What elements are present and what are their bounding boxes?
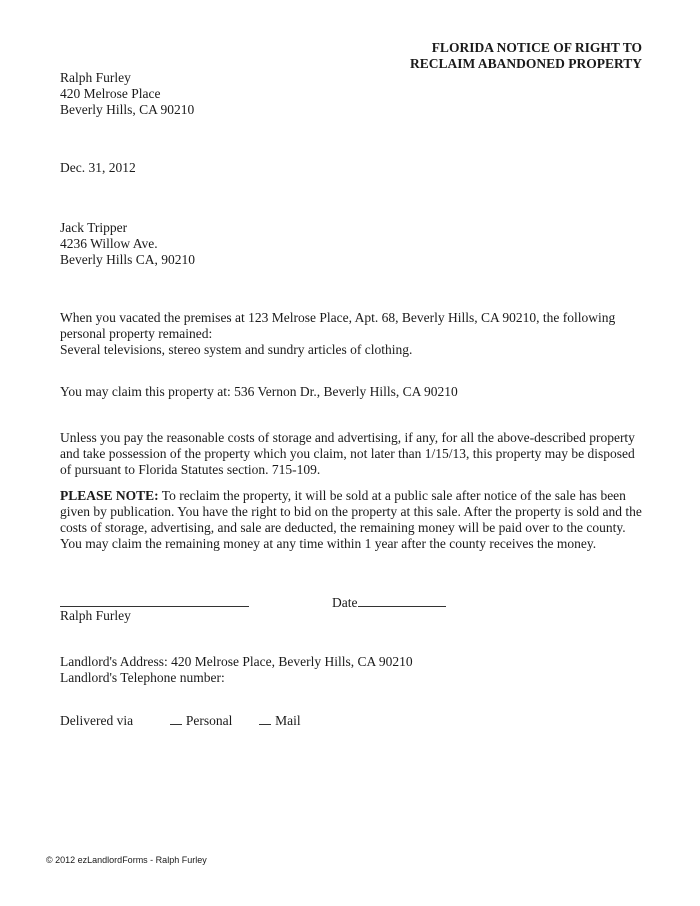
delivery-option-mail: Mail: [275, 713, 301, 728]
landlord-street: 420 Melrose Place: [60, 86, 161, 101]
premises-line-1: When you vacated the premises at 123 Melrose Place, Apt. 68, Beverly Hills, CA 90210, the following: [60, 310, 616, 325]
please-note-label: PLEASE NOTE:: [60, 488, 159, 503]
date-line: [358, 594, 446, 607]
delivery-label: Delivered via: [60, 713, 134, 728]
note-line-1-text: To reclaim the property, it will be sold at a public sale after notice of the sale has been: [158, 488, 626, 503]
note-line-1: [60, 488, 650, 504]
unless-line-3: of pursuant to Florida Statutes section. 715-109.: [60, 462, 321, 477]
landlord-info-address: Landlord's Address: 420 Melrose Place, Beverly Hills, CA 90210: [60, 654, 413, 669]
claim-location: You may claim this property at: 536 Vernon Dr., Beverly Hills, CA 90210: [60, 384, 458, 399]
landlord-info-telephone: Landlord's Telephone number:: [60, 670, 225, 685]
tenant-address-block: [60, 220, 195, 268]
tenant-city: Beverly Hills CA, 90210: [60, 252, 195, 267]
landlord-info-block: [60, 654, 413, 686]
note-line-4: You may claim the remaining money at any time within 1 year after the county receives the money.: [60, 536, 597, 551]
unless-line-1: Unless you pay the reasonable costs of storage and advertising, if any, for all the above-described property: [60, 430, 635, 445]
property-description: Several televisions, stereo system and sundry articles of clothing.: [60, 342, 413, 357]
unless-line-2: and take possession of the property which you claim, not later than 1/15/13, this property may be disposed: [60, 446, 635, 461]
title-line-2: RECLAIM ABANDONED PROPERTY: [409, 56, 642, 71]
please-note-paragraph: [60, 488, 650, 552]
copyright-footer: © 2012 ezLandlordForms - Ralph Furley: [46, 855, 207, 865]
landlord-city: Beverly Hills, CA 90210: [60, 102, 195, 117]
premises-line-2: personal property remained:: [60, 326, 213, 341]
delivery-method: [60, 712, 301, 729]
note-line-3: costs of storage, advertising, and sale are deducted, the remaining money will be paid over to the county.: [60, 520, 626, 535]
note-line-2: given by publication. You have the right to bid on the property at this sale. After the property is sold and the: [60, 504, 642, 519]
unless-paragraph: [60, 430, 650, 478]
mail-blank: [259, 712, 271, 725]
landlord-name: Ralph Furley: [60, 70, 131, 85]
personal-blank: [170, 712, 182, 725]
landlord-address-block: [60, 70, 194, 118]
date-label: Date: [332, 595, 358, 610]
document-title: [410, 40, 642, 72]
tenant-name: Jack Tripper: [60, 220, 128, 235]
title-line-1: FLORIDA NOTICE OF RIGHT TO: [431, 40, 642, 55]
delivery-option-personal: Personal: [185, 713, 233, 728]
signature-line: [60, 606, 249, 607]
signature-name: Ralph Furley: [60, 608, 131, 623]
notice-date: Dec. 31, 2012: [60, 160, 136, 175]
premises-paragraph: [60, 310, 650, 358]
tenant-street: 4236 Willow Ave.: [60, 236, 158, 251]
date-field: [332, 594, 446, 611]
